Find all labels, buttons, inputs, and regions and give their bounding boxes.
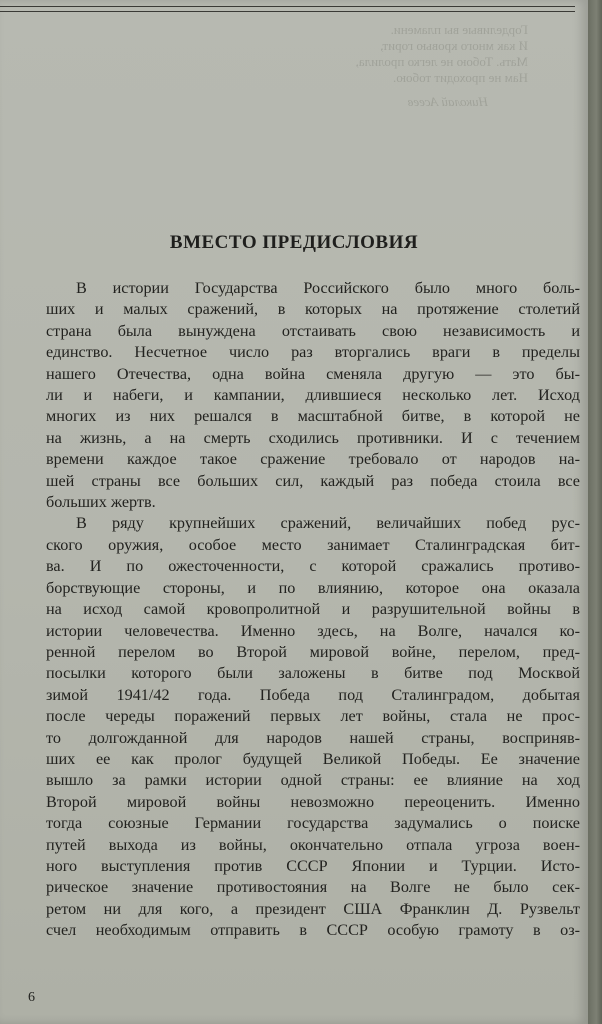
paragraph-2	[46, 513, 580, 941]
text-line: истории человечества. Именно здесь, на Волге, начался ко-	[46, 621, 580, 640]
page-edge	[588, 0, 602, 1024]
top-rule	[0, 6, 575, 12]
bleed-line: Горделивые вы пламени.	[390, 22, 528, 37]
text-line: больших жертв.	[46, 493, 156, 512]
bleed-signature: Николай Асеев	[407, 94, 488, 109]
text-line: ретом ни для кого, а президент США Франклин Д. Рузвельт	[46, 899, 580, 918]
text-line: ших ее как пролог будущей Великой Победы. Ее значение	[46, 749, 580, 768]
bleed-line: Нам не проходит тобою.	[393, 70, 528, 85]
text-line: нашего Отечества, одна война сменяла другую — это бы-	[46, 364, 580, 383]
body-text	[46, 278, 580, 942]
text-line: рическое значение противостояния на Волге не было сек-	[46, 878, 580, 897]
text-line: посылки которого были заложены в битве под Москвой	[46, 664, 580, 683]
text-line: времени каждое такое сражение требовало от народов на-	[46, 450, 580, 469]
text-line: шей страны все больших сил, каждый раз победа стоила все	[46, 471, 580, 490]
text-line: борствующие стороны, и по влиянию, которое она оказала	[46, 578, 580, 597]
text-line: на жизнь, а на смерть сходились противники. И с течением	[46, 428, 580, 447]
chapter-heading: ВМЕСТО ПРЕДИСЛОВИЯ	[169, 232, 419, 253]
text-line: В ряду крупнейших сражений, величайших побед рус-	[76, 514, 580, 533]
text-line: после череды поражений первых лет войны, стала не прос-	[46, 707, 580, 726]
text-line: путей выхода из войны, окончательно отпала угроза воен-	[46, 835, 580, 854]
text-line: счел необходимым отправить в СССР особую грамоту в оз-	[46, 921, 580, 940]
text-line: ли и набеги, и кампании, длившиеся несколько лет. Исход	[46, 386, 580, 405]
text-line: страна была вынуждена отстаивать свою независимость и	[46, 321, 580, 340]
paragraph-1	[46, 278, 580, 513]
text-line: тогда союзные Германии государства задумались о поиске	[46, 814, 580, 833]
text-line: ва. И по ожесточенности, с которой сражались противо-	[46, 557, 580, 576]
text-line: ших и малых сражений, в которых на протяжение столетий	[46, 300, 580, 319]
page-number: 6	[28, 990, 35, 1005]
text-line: В истории Государства Российского было много боль-	[76, 279, 580, 297]
text-line: многих из них решался в масштабной битве, в которой не	[46, 407, 580, 426]
bleed-line: И как много кровью горит,	[380, 38, 528, 53]
text-line: ского оружия, особое место занимает Сталинградская бит-	[46, 535, 580, 554]
show-through-text	[338, 22, 528, 110]
text-line: на исход самой кровопролитной и разрушительной войны в	[46, 600, 580, 619]
text-line: зимой 1941/42 года. Победа под Сталинградом, добытая	[46, 685, 580, 704]
text-line: ного выступления против СССР Японии и Турции. Исто-	[46, 856, 580, 875]
text-line: единство. Несчетное число раз вторгались враги в пределы	[46, 343, 580, 362]
text-line: Второй мировой войны невозможно переоценить. Именно	[46, 792, 580, 811]
bleed-line: Мать. Тобою не легко пролила,	[355, 54, 528, 69]
text-line: ренной перелом во Второй мировой войне, перелом, пред-	[46, 642, 580, 661]
text-line: вышло за рамки истории одной страны: ее влияние на ход	[46, 771, 580, 790]
text-line: то долгожданной для народов нашей страны, восприняв-	[46, 728, 580, 747]
